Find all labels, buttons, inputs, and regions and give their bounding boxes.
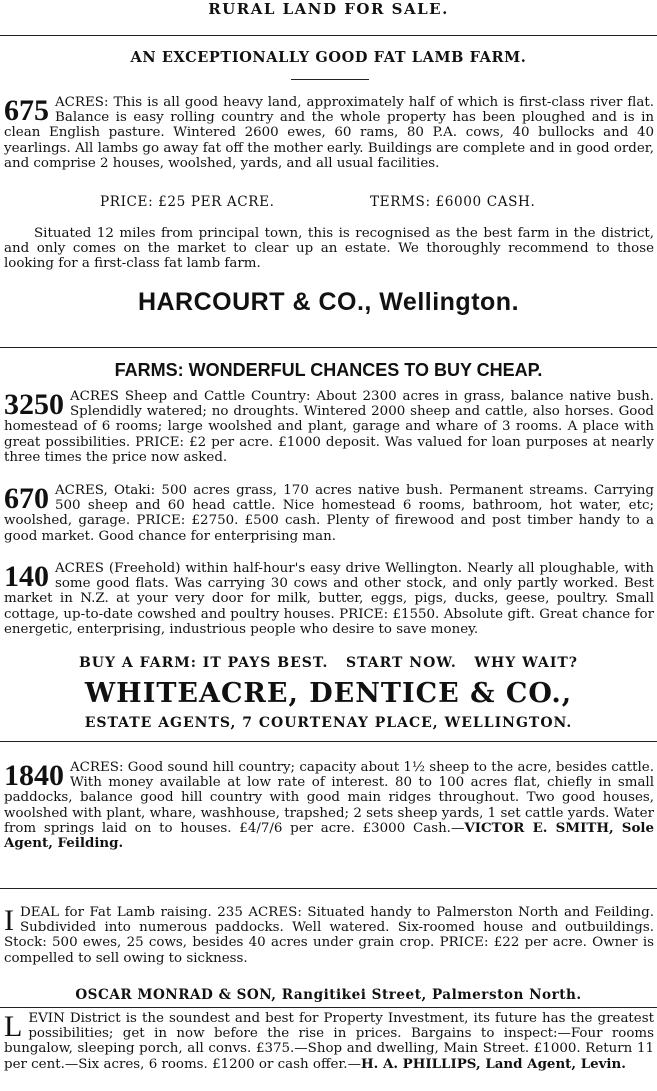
divider [0, 741, 657, 742]
ad2-slogan: BUY A FARM: IT PAYS BEST. START NOW. WHY WAIT? [78, 655, 579, 671]
ad5-lead-letter: L [4, 1010, 23, 1043]
divider [0, 888, 657, 889]
ad2-headline: FARMS: WONDERFUL CHANCES TO BUY CHEAP. [114, 360, 543, 380]
ad2-firm: WHITEACRE, DENTICE & CO., [84, 678, 573, 709]
listing-number: 3250 [4, 388, 64, 421]
ad4-firm: OSCAR MONRAD & SON, Rangitikei Street, Palmerston North. [75, 987, 582, 1003]
ad2-address: ESTATE AGENTS, 7 COURTENAY PLACE, WELLINGTON. [84, 715, 573, 731]
ad5-agent: H. A. PHILLIPS, Land Agent, Levin. [360, 1055, 626, 1072]
ad2-listing [4, 389, 654, 482]
ad1-listing [4, 95, 654, 189]
ad3-lead-number: 1840 [4, 759, 64, 792]
ad3-agent: VICTOR E. SMITH, Sole Agent, Feilding. [4, 819, 654, 852]
ad3-body: ACRES: Good sound hill country; capacity about 1½ sheep to the acre, besides cattle. With money available at low rate of interest. 80 to 100 acres flat, chiefly in small paddocks, balance good hill country with good main ridges throughout. Two good houses, woolshed with plant, whare, washhouse, trapshed; 2 sets sheep yards, 1 set cattle yards. Water from springs laid on to houses. £4/7/6 per acre. £3000 Cash.— [4, 760, 654, 836]
ad1-terms: TERMS: £6000 CASH. [370, 194, 536, 210]
ad5-listing [4, 1011, 654, 1091]
ad1-price: PRICE: £25 PER ACRE. [100, 194, 275, 210]
section-title: RURAL LAND FOR SALE. [208, 0, 449, 18]
ad4-body: DEAL for Fat Lamb raising. 235 ACRES: Situated handy to Palmerston North and Feilding. Subdivided into numerous paddocks. Well watered. Six-roomed house and outbuildings. Stock: 500 ewes, 25 cows, besides 40 acres under grain crop. PRICE: £22 per acre. Owner is compelled to sell owing to sickness. [4, 905, 654, 966]
listing-number: 670 [4, 482, 49, 515]
ad1-firm: HARCOURT & CO., Wellington. [137, 288, 520, 316]
listing-text: ACRES (Freehold) within half-hour's easy drive Wellington. Nearly all ploughable, with some good flats. Was carrying 30 cows and other stock, and only partly worked. Best market in N.Z. at your very door for milk, butter, eggs, pigs, ducks, geese, poultry. Small cottage, up-to-date cowshed and poultry houses. PRICE: £1550. Absolute gift. Great chance for energetic, enterprising, industrious people who desire to save money. [4, 561, 654, 637]
divider [0, 1007, 657, 1008]
divider [0, 35, 657, 36]
divider [0, 347, 657, 348]
short-divider [291, 79, 369, 80]
listing-number: 140 [4, 560, 49, 593]
listing-text: ACRES, Otaki: 500 acres grass, 170 acres native bush. Permanent streams. Carrying 500 sheep and 60 head cattle. Nice homestead 6 rooms, bathroom, hot water, etc; woolshed, garage. PRICE: £2750. £500 cash. Plenty of firewood and post timber handy to a good market. Good chance for enterprising man. [4, 483, 654, 544]
ad4-lead-letter: I [4, 904, 14, 937]
listing-text: ACRES Sheep and Cattle Country: About 2300 acres in grass, balance native bush. Splendidly watered; no droughts. Wintered 2000 sheep and cattle, also horses. Good homestead of 6 rooms; large woolshed and plant, garage and whare of 3 rooms. A place with great possibilities. PRICE: £2 per acre. £1000 deposit. Was valued for loan purposes at nearly three times the price now asked. [4, 389, 654, 465]
ad1-body: ACRES: This is all good heavy land, approximately half of which is first-class river flat. Balance is easy rolling country and the whole property has been ploughed and is in clean English pasture. Wintered 2600 ewes, 60 rams, 80 P.A. cows, 40 bullocks and 40 yearlings. All lambs go away fat off the mother early. Buildings are complete and in good order, and comprise 2 houses, woolshed, yards, and all usual facilities. [4, 95, 654, 171]
ad4-listing [4, 905, 654, 987]
ad5-body: EVIN District is the soundest and best for Property Investment, its future has the greatest possibilities; get in now before the rise in prices. Bargains to inspect:—Four rooms bungalow, sleeping porch, all convs. £375.—Shop and dwelling, Main Street. £1000. Return 11 per cent.—Six acres, 6 rooms. £1200 or cash offer.— [4, 1011, 654, 1072]
ad3-listing [4, 760, 654, 865]
ad1-note: Situated 12 miles from principal town, this is recognised as the best farm in the district, and only comes on the market to clear up an estate. We thoroughly recommend to those looking for a first-class fat lamb farm. [4, 226, 654, 272]
ad2-listing [4, 483, 654, 560]
ad1-lead-number: 675 [4, 94, 49, 127]
ad1-headline: AN EXCEPTIONALLY GOOD FAT LAMB FARM. [130, 49, 527, 66]
ad2-listing [4, 561, 654, 654]
